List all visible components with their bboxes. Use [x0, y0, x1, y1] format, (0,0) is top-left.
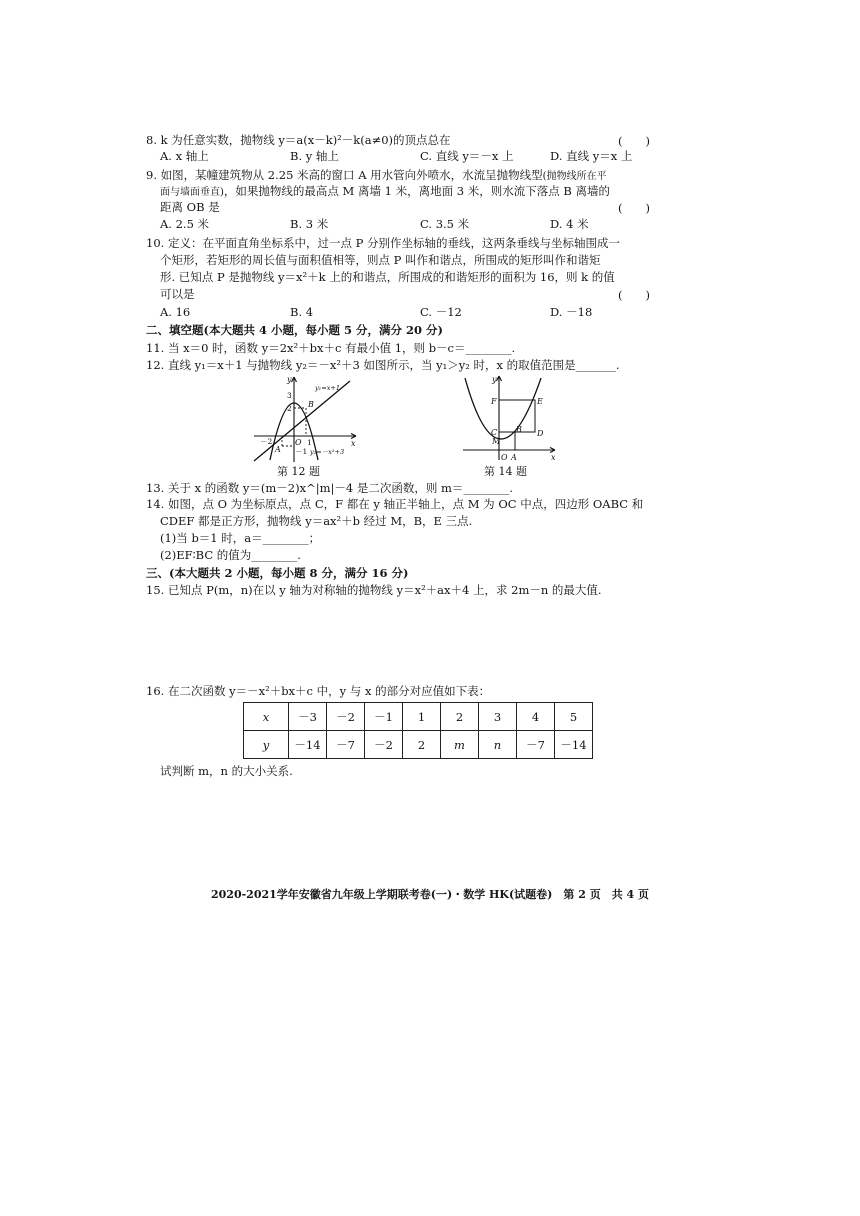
fig12-label-a: A: [275, 445, 281, 454]
question-9-option-a: A. 2.5 米: [160, 217, 210, 231]
question-10-options: [160, 305, 680, 320]
question-10-option-a: A. 16: [160, 305, 191, 319]
question-10-line-2: 个矩形，若矩形的周长值与面积值相等，则点 P 叫作和谐点，所围成的矩形叫作和谐矩: [160, 253, 601, 267]
fig14-label-b: B: [516, 425, 522, 434]
question-8-answer-paren: ( ): [618, 134, 650, 148]
fig12-label-o: O: [295, 438, 302, 447]
question-9-answer-paren: ( ): [618, 201, 650, 215]
question-10-option-d: D. －18: [550, 305, 593, 319]
figure-12-graph: [252, 374, 360, 464]
question-9-line-2-note: 面与墙面垂直): [160, 187, 224, 198]
question-10-line-3: 形. 已知点 P 是抛物线 y＝x²＋k 上的和谐点，所围成的和谐矩形的面积为 16，则 k 的值: [160, 270, 615, 284]
table-cell: －14: [289, 731, 327, 759]
table-cell: －2: [365, 731, 403, 759]
question-11: 11. 当 x＝0 时，函数 y＝2x²＋bx＋c 有最小值 1，则 b－c＝________.: [146, 341, 516, 355]
table-cell: 5: [555, 703, 593, 731]
section-2-heading: 二、填空题(本大题共 4 小题，每小题 5 分，满分 20 分): [146, 323, 443, 337]
table-cell: m: [441, 731, 479, 759]
fig14-label-x: x: [551, 453, 556, 462]
question-9-line-2: [160, 184, 680, 200]
table-header-x: x: [244, 703, 289, 731]
question-9-line-1-text: 9. 如图，某幢建筑物从 2.25 米高的窗口 A 用水管向外喷水，水流呈抛物线型: [146, 168, 543, 182]
fig12-label-x: x: [351, 439, 356, 448]
question-8-option-a: A. x 轴上: [160, 149, 209, 163]
question-9-line-2-text: ，如果抛物线的最高点 M 离墙 1 米，离地面 3 米，则水流下落点 B 离墙的: [223, 184, 611, 198]
fig14-parabola: [465, 378, 541, 439]
section-3-heading: 三、(本大题共 2 小题，每小题 8 分，满分 16 分): [146, 566, 409, 580]
question-16-stem: 16. 在二次函数 y＝－x²＋bx＋c 中，y 与 x 的部分对应值如下表：: [146, 684, 491, 698]
fig12-label-b: B: [308, 400, 314, 409]
question-10-option-b: B. 4: [290, 305, 314, 319]
table-cell: 4: [517, 703, 555, 731]
table-cell: 2: [403, 731, 441, 759]
question-12: 12. 直线 y₁＝x＋1 与抛物线 y₂＝－x²＋3 如图所示，当 y₁＞y₂ 时，x 的取值范围是_______.: [146, 358, 620, 372]
table-cell: 2: [441, 703, 479, 731]
page-footer: 2020-2021学年安徽省九年级上学期联考卷(一)・数学 HK(试题卷) 第 2 页 共 4 页: [210, 888, 650, 901]
question-9-line-1: [146, 168, 666, 184]
fig14-label-m: M: [492, 437, 501, 446]
fig12-label-line: y₁=x+1: [315, 384, 340, 392]
fig12-label-parabola: y₂=－x²+3: [310, 448, 345, 456]
fig12-tick-3: 3: [287, 391, 292, 400]
table-cell: －3: [289, 703, 327, 731]
question-8-options: [160, 149, 680, 164]
question-9-option-d: D. 4 米: [550, 217, 589, 231]
question-10-option-c: C. －12: [420, 305, 462, 319]
table-row-y: [244, 731, 593, 759]
question-14-line-1: 14. 如图，点 O 为坐标原点，点 C，F 都在 y 轴正半轴上，点 M 为 OC 中点，四边形 OABC 和: [146, 497, 644, 511]
table-header-y: y: [244, 731, 289, 759]
question-16-value-table: [243, 702, 593, 759]
figure-12: [252, 374, 360, 464]
question-14-sub-1: (1)当 b＝1 时，a＝________；: [160, 531, 321, 545]
fig14-label-f: F: [491, 397, 497, 406]
fig14-label-c: C: [491, 428, 498, 437]
fig14-label-y: y: [492, 375, 497, 384]
table-cell: －7: [327, 731, 365, 759]
question-10-line-1: 10. 定义：在平面直角坐标系中，过一点 P 分别作坐标轴的垂线，这两条垂线与坐标轴围成一: [146, 236, 620, 250]
question-8-option-c: C. 直线 y＝－x 上: [420, 149, 514, 163]
fig12-tick-1: 1: [307, 438, 312, 447]
fig14-label-o: O: [501, 453, 508, 462]
question-9-line-1-note: (抛物线所在平: [542, 171, 607, 182]
fig12-tick-2: 2: [287, 404, 292, 413]
table-cell: 3: [479, 703, 517, 731]
question-9-line-3: 距离 OB 是: [160, 200, 220, 214]
fig14-square-oabc: [499, 432, 515, 450]
figure-14-graph: [459, 374, 559, 462]
question-8-option-b: B. y 轴上: [290, 149, 339, 163]
fig14-label-d: D: [537, 429, 544, 438]
figure-14: [459, 374, 559, 462]
question-14-line-2: CDEF 都是正方形，抛物线 y＝ax²＋b 经过 M，B，E 三点.: [160, 514, 473, 528]
table-row-x: [244, 703, 593, 731]
figure-12-caption: 第 12 题: [277, 465, 320, 478]
question-13: 13. 关于 x 的函数 y＝(m－2)x^|m|－4 是二次函数，则 m＝________.: [146, 481, 514, 495]
table-cell: －14: [555, 731, 593, 759]
question-8-stem: 8. k 为任意实数，抛物线 y＝a(x－k)²－k(a≠0)的顶点总在: [146, 133, 451, 147]
table-cell: －2: [327, 703, 365, 731]
fig12-tick-neg2: －2: [260, 437, 273, 446]
question-16-ask: 试判断 m，n 的大小关系.: [160, 764, 293, 778]
figure-14-caption: 第 14 题: [484, 465, 527, 478]
question-9-option-c: C. 3.5 米: [420, 217, 470, 231]
table-cell: －7: [517, 731, 555, 759]
question-9-options: [160, 217, 680, 232]
table-cell: 1: [403, 703, 441, 731]
fig12-label-y: y: [287, 375, 292, 384]
question-10-answer-paren: ( ): [618, 288, 650, 302]
question-10-line-4: 可以是: [160, 287, 195, 301]
fig12-tick-neg1: －1: [295, 447, 308, 456]
question-15: 15. 已知点 P(m，n)在以 y 轴为对称轴的抛物线 y＝x²＋ax＋4 上，求 2m－n 的最大值.: [146, 583, 602, 597]
fig14-label-e: E: [537, 397, 543, 406]
table-cell: n: [479, 731, 517, 759]
question-9-option-b: B. 3 米: [290, 217, 329, 231]
question-14-sub-2: (2)EF∶BC 的值为________.: [160, 548, 301, 562]
question-8-option-d: D. 直线 y＝x 上: [550, 149, 633, 163]
table-cell: －1: [365, 703, 403, 731]
fig14-label-a: A: [511, 453, 517, 462]
